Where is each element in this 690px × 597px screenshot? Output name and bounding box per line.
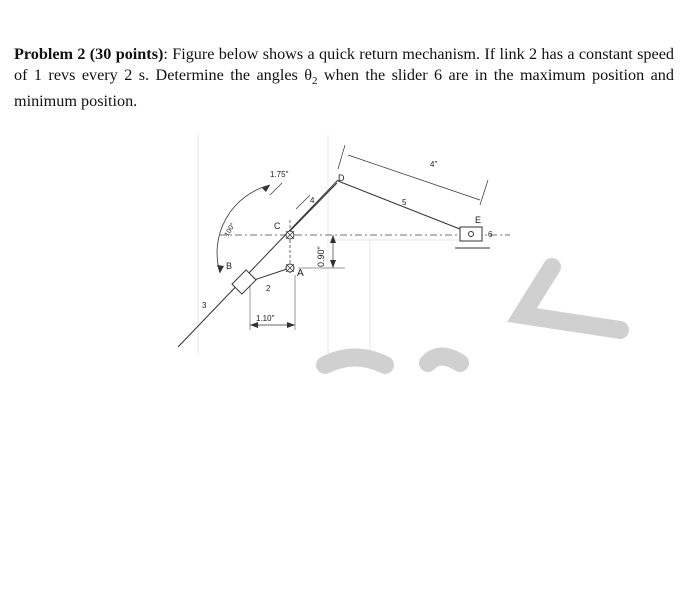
problem-text: : Figure below shows a quick return mechanism. If link 2 has a constant speed of 1 revs every 2 s. Determine the angles θ <box>14 45 674 84</box>
dim-1-75-label: 1.75" <box>270 170 289 179</box>
link-4-line <box>289 183 337 232</box>
label-C: C <box>274 221 281 231</box>
problem-text-tail: when the slider 6 are in the maximum position and minimum position. <box>14 65 674 111</box>
label-D: D <box>338 173 345 183</box>
mechanism-diagram <box>170 125 640 385</box>
link-5-line <box>338 181 470 233</box>
link-4-label: 4 <box>310 196 315 205</box>
problem-statement <box>14 44 674 112</box>
link-3-label: 3 <box>202 301 207 310</box>
link-6-label: 6 <box>488 230 493 239</box>
watermark <box>325 267 620 365</box>
dim-1-10-label: 1.10" <box>256 314 275 323</box>
label-B: B <box>226 261 233 271</box>
mechanism-figure <box>170 125 640 385</box>
dim-0-90-label: 0.90" <box>316 246 326 267</box>
label-E: E <box>475 215 482 225</box>
angle-100-label: 100° <box>223 221 237 238</box>
problem-heading: Problem 2 (30 points) <box>14 45 164 64</box>
label-A: A <box>297 268 304 279</box>
link-5-label: 5 <box>402 198 407 207</box>
dim-4-label: 4" <box>430 160 438 169</box>
link-2-label: 2 <box>266 284 271 293</box>
theta-subscript: 2 <box>312 74 318 87</box>
slider-block-B <box>232 270 256 294</box>
